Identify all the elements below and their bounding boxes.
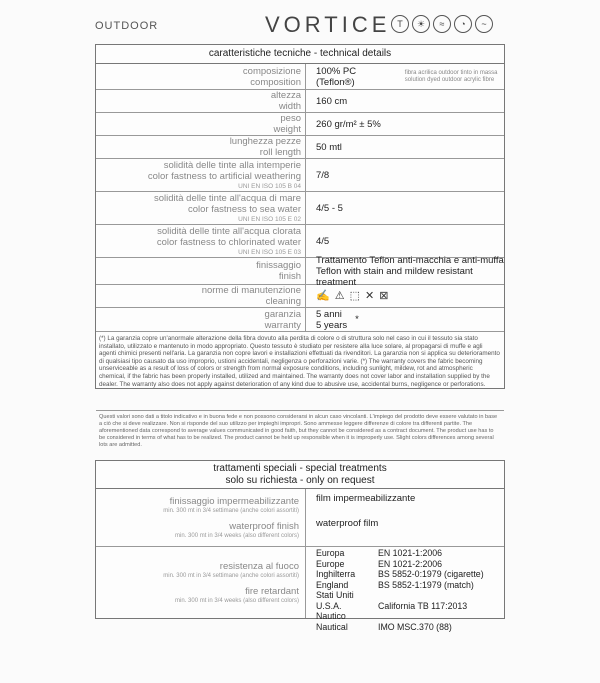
fire-standards-grid (316, 547, 504, 633)
row-weight (96, 113, 504, 136)
no-iron-icon: ✕ (364, 289, 375, 302)
label-it: lunghezza pezze (229, 136, 301, 147)
technical-details-title: caratteristiche tecniche - technical details (96, 45, 504, 64)
label-it: finissaggio (256, 260, 301, 271)
label-it: finissaggio impermeabilizzante (169, 495, 299, 507)
row-width (96, 90, 504, 113)
wave-badge-icon: ◔ (454, 15, 472, 33)
standard-value (378, 591, 504, 602)
label-en: color fastness to chlorinated water (156, 236, 301, 248)
standard-value: IMO MSC.370 (88) (378, 621, 452, 632)
label-en: width (278, 101, 301, 112)
label-en: cleaning (265, 296, 301, 307)
row-weathering (96, 159, 504, 192)
no-dry-clean-icon: ⊠ (379, 289, 389, 302)
special-treatments-title (96, 461, 504, 489)
label-en: finish (278, 271, 301, 282)
warranty-value-en: 5 years (316, 319, 348, 331)
row-roll-length (96, 136, 504, 159)
region-label: England (316, 579, 349, 590)
label-it: altezza (270, 90, 301, 101)
row-cleaning (96, 285, 504, 308)
label-it: solidità delle tinte alla intemperie (163, 159, 301, 171)
label-it: peso (280, 113, 301, 124)
warranty-star: * (355, 314, 359, 325)
order-note-it: min. 300 mt in 3/4 settimane (anche colori assortiti) (163, 507, 299, 514)
standard-code: UNI EN ISO 105 B 04 (238, 182, 301, 190)
composition-value: 100% PC (Teflon®) (316, 65, 357, 88)
order-note-en: min. 300 mt in 3/4 weeks (also different colors) (175, 597, 299, 604)
sea-water-value: 4/5 - 5 (316, 202, 343, 214)
disclaimer-text: Questi valori sono dati a titolo indicativo e in buona fede e non possono considerarsi in alcun caso vincolanti. L'impiego del prodotto deve essere valutato in base a ciò che si deve realizzare. Non si risponde del suo utilizzo per impieghi impropri. Sono ammesse leggere differenze di colore tra differenti partite. The aforementioned data correspond to average values communicated in good faith, but they cannot be considered as a contract document. The product use has to be considered in terms of what has to be realized. The product cannot be held up responsible when it is improperly use. Slight colors differences among several lots are admitted. (99, 414, 498, 448)
region-label: Nautical (316, 621, 348, 632)
waterproof-value-it: film impermeabilizzante (316, 493, 416, 504)
technical-details-table (95, 44, 505, 448)
no-tumble-dry-icon: ⬚ (349, 289, 360, 302)
standard-value: BS 5852-1:1979 (match) (378, 579, 474, 590)
special-title-line1: trattamenti speciali - special treatments (213, 463, 387, 474)
collection-label: OUTDOOR (95, 20, 159, 32)
waterproof-value-en: waterproof film (316, 518, 379, 529)
roll-length-value: 50 mtl (316, 141, 342, 153)
standard-value (378, 612, 504, 623)
label-en: waterproof finish (229, 520, 299, 532)
chlorinated-water-value: 4/5 (316, 235, 330, 247)
document-header (95, 12, 505, 40)
order-note-it: min. 300 mt in 3/4 settimane (anche colori assortiti) (163, 572, 299, 579)
label-it: composizione (242, 65, 301, 77)
order-note-en: min. 300 mt in 3/4 weeks (also different colors) (175, 532, 299, 539)
special-treatments-table (95, 460, 505, 632)
mustache-badge-icon: ~ (475, 15, 493, 33)
region-label: Inghilterra (316, 569, 356, 579)
width-value: 160 cm (316, 95, 348, 107)
sun-badge-icon: ☀ (412, 15, 430, 33)
label-it: garanzia (264, 308, 301, 320)
certification-badges (391, 15, 493, 33)
region-label: Stati Uniti (316, 590, 354, 600)
standard-value: California TB 117:2013 (378, 600, 468, 611)
region-label: U.S.A. (316, 600, 342, 611)
row-warranty (96, 308, 504, 332)
label-en: fire retardant (245, 585, 299, 597)
row-waterproof (96, 489, 504, 547)
standard-value: EN 1021-1:2006 (378, 548, 443, 558)
region-label: Nautico (316, 611, 346, 621)
special-title-line2: solo su richiesta - only on request (225, 475, 375, 486)
standard-value: EN 1021-2:2006 (378, 558, 443, 569)
label-en: weight (273, 124, 301, 135)
standard-code: UNI EN ISO 105 E 02 (238, 215, 301, 223)
water-badge-icon: ≈ (433, 15, 451, 33)
finish-value-it: Trattamento Teflon anti-macchia e anti-muffa (316, 254, 504, 266)
region-label: Europa (316, 548, 345, 558)
weathering-value: 7/8 (316, 169, 330, 181)
row-fire-retardant (96, 547, 504, 632)
warranty-value-it: 5 anni (316, 308, 342, 320)
warranty-notes: (*) La garanzia copre un'anormale alterazione della fibra dovuto alla perdita di colore o di struttura solo nel caso in cui il tessuto sia stato installato, utilizzato e mantenuto in modo appropriato. Questo tessuto è studiato per resistere alla luce solare, al propagarsi di muffe e agli agenti chimici presenti nell'aria. La garanzia non copre lavori e installazioni effettuati da rivenditori. La garanzia non si applica su deterioramento di qualsiasi tipo causato da uso improprio, ustioni accidentali, negligenza o perforazioni varie. (*) The warranty covers the fabric becoming unserviceable as a result of loss of colors or strength from normal exposure conditions, including sunlight, mildew, rot and atmospheric chemical, if the fabric has been properly installed, utilized and maintained. The warranty does not cover labor and installation supplied by the dealer. The warranty also does not apply against deterioration of any kind due to abusive use, accidental burns, negligence or perforations. (96, 332, 504, 411)
region-label: Europe (316, 558, 345, 569)
row-chlorinated-water (96, 225, 504, 258)
label-it: solidità delle tinte all'acqua di mare (153, 192, 301, 204)
label-en: color fastness to sea water (188, 203, 301, 215)
label-en: composition (250, 76, 301, 88)
row-composition (96, 64, 504, 90)
teflon-badge-icon: T (391, 15, 409, 33)
care-symbols (316, 291, 388, 302)
standard-code: UNI EN ISO 105 E 03 (238, 248, 301, 256)
label-en: color fastness to artificial weathering (147, 170, 301, 182)
composition-note: fibra acrilica outdoor tinto in massa solution dyed outdoor acrylic fibre (404, 69, 498, 83)
label-it: norme di manutenzione (201, 285, 301, 296)
label-it: resistenza al fuoco (219, 560, 299, 572)
standard-value: BS 5852-0:1979 (cigarette) (378, 569, 484, 579)
finish-value-en: Teflon with stain and mildew resistant treatment (316, 265, 473, 288)
weight-value: 260 gr/m² ± 5% (316, 118, 381, 130)
no-bleach-icon: ⚠ (334, 289, 345, 302)
label-en: roll length (259, 147, 301, 158)
row-finish (96, 254, 504, 288)
label-en: warranty (264, 319, 301, 331)
label-it: solidità delle tinte all'acqua clorata (157, 225, 301, 237)
hand-wash-icon: ✍ (316, 289, 330, 302)
brand-name: VORTICE (265, 12, 391, 37)
row-sea-water (96, 192, 504, 225)
